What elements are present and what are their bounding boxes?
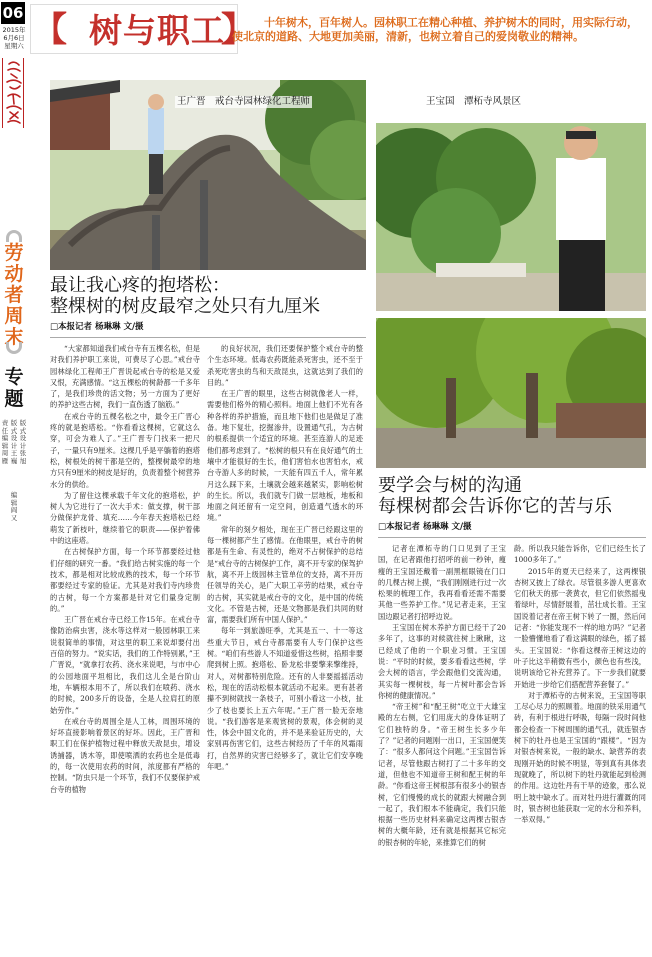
masthead-calligraphy-icon — [3, 58, 25, 128]
story1-headline-line1: 最让我心疼的抱塔松： — [50, 275, 230, 296]
story1-caption: 王广晋 戒台寺园林绿化工程师 — [177, 96, 311, 107]
credit-1: 责任编辑 周雁 — [1, 419, 9, 465]
header-intro: 十年树木，百年树人。园林职工在精心种植、养护树木的同时，用实际行动，使北京的道路、大地更加美丽，清新，也树立着自己的爱岗敬业的精神。 — [232, 16, 638, 43]
story1-headline-line2: 整棵树的树皮最窄之处只有九厘米 — [50, 296, 320, 317]
story2-headline-line1: 要学会与树的沟通 — [378, 475, 522, 496]
page-number: 06 — [2, 4, 24, 22]
story1-divider — [50, 337, 366, 338]
page-side-strip — [0, 0, 28, 957]
story2-byline: □本报记者 杨琳琳 文/摄 — [378, 522, 472, 532]
story1-column-1: “大家都知道我们戒台寺有五棵名松，但是对我们养护职工来说，可费尽了心思。”戒台寺园林绿化工程师王广晋说起戒台寺的松是又爱又恨，充满感情。“这五棵松的树龄都一千多年了，是我们珍贵的活文物；另一方面为了更好的养护这些古树，我们一直伤透了脑筋。” 在戒台寺的五棵名松之中，最令王广晋心疼的就是抱塔松。“你看看这棵树，它就这么穿，可会为难人了。”王广晋专门找来一把尺子，一量只有9厘米。这棵几乎是平躺着的抱塔松，树根处的树干都是空的，整棵树最窄的地方只有9厘米的树皮是好的，负责着整个树营养水分的供给。 为了留住这棵承载千年文化的抱塔松，护树人为它进行了一次大手术：做支撑，树干部分做保护龙骨、填充……今年春天抱塔松已经萌发了新枝叶，继续着它的职责——保护着佛中的这座塔。 在古树保护方面，每一个环节都要经过他们仔细的研究一番。“我们给古树实施的每一个技术，都是相对比较成熟的技术，每一个环节都要经过专家的验证。尤其是对我们寺内珍贵的古树，每一个方案都是针对它们量身定制的。” 王广晋在戒台寺已经工作15年。在戒台寺像防治病虫害，浇水等这样对一般园林职工来说很简单的事情，对这里的职工来说却要付出百倍的努力。“说实话，我们的工作特别累，”王广晋说，“就拿打农药、浇水来说吧，与市中心的公园地面平坦相比，我们这儿全是台阶山地，车辆根本用不了，所以我们在喷药、浇水的时候，200多斤的设备，全是人拉肩扛的原始劳作。” 在戒台寺的周围全是人工林，周围环境的好坏直接影响着景区的好坏。因此，王广晋和职工们在保护植物过程中释放天敌昆虫，增设诱捕器，诱木等，即使喷洒的农药也全是低毒的，每一次使用农药的时间，浓度都有严格的控制。“防虫只是一个环节，我们不仅要保护戒台寺的植物 — [50, 344, 200, 794]
title-bracket-right: 】 — [221, 10, 255, 50]
story1-byline: □本报记者 杨琳琳 文/摄 — [50, 322, 144, 332]
credit-2: 版式设计 王巍 — [10, 419, 18, 465]
story2-column-1: 记者在潭柘寺的门口见到了王宝国，在记者跟他打招呼的前一秒钟，瘦瘦的王宝国还戴着一副黑框眼镜在门口的几棵古树上摸，“我们刚刚进行过一次松果的梳理工作，我再看看还需不需要其他一些养护工作。”见记者走来，王宝国边跟记者打招呼边说。 王宝国在树木养护方面已经干了20多年了，这事的对候就往树上瞅瞅，这已经成了他的一个职业习惯。王宝国说：“平时的时候，要多看看这些树，学会大树的语言，学会跟他们交流沟通，其实每一棵树枝，每一片树叶都会告诉你树的健康情况。” “帝王树”和“配王树”吃立于大雄宝殿的左右侧，它们用庞大的身体证明了它们独特的身。“帝王树生长多少年了？”记者的问题刚一出口，王宝国便笑了：“很多人都问这个问题。”王宝国告诉记者，尽管他跟古树打了二十多年的交道，但他也不知道帝王树和配王树的年龄。“你看这帝王树根部有很多小的银杏树，它们慢慢的成长的就跟大树融合到一起了，我们根本不能确定，我们只能根据一些历史材料来确定这两棵古银杏树的大概年龄，还有就是根据其它标完的银杏树的年轮，来推算它们的树 — [378, 544, 506, 847]
pine-tree-photo-icon — [50, 80, 366, 270]
masthead-logo — [2, 58, 24, 128]
page-date: 2015年 6月6日 星期六 — [2, 26, 26, 50]
column-bracket-top — [6, 230, 22, 242]
temple-ginkgo-photo-icon — [376, 318, 646, 468]
header-title-box — [30, 4, 255, 54]
story1-photo — [50, 80, 366, 270]
story2-photo-bottom — [376, 318, 646, 468]
column-bracket-bottom — [6, 342, 22, 354]
story2-caption: 王宝国 潭柘寺风景区 — [426, 96, 522, 107]
section-name: 专题 — [4, 366, 24, 410]
column-name: 劳动者周末 — [4, 242, 24, 348]
story1-column-2: 的良好状况，我们还要保护整个戒台寺的整个生态环境。低毒农药既能杀死害虫，还不至于杀死吃害虫的鸟和天敌昆虫，这就达到了我们的目的。” 在王广晋的眼里，这些古树就像老人一样，需要他们格外的精心照料。地面上他们不光有各种各样的养护措施，而且地下他们也是做足了准备。地下复壮，挖掘渗井，设置通气孔，为古树的根系提供一个适宜的环境。甚至连游人的足迹他们都考虑到了。“松树的根只有在良好通气的土壤中才能很好的生长，他们害怕水也害怕水，戒台寺游人多的时候，一天能有四五千人，常年累月这么踩下来，土壤就会越来越紧实，影响松树的生长。所以，我们就专门做一层地板，地板和地面之间还留有一定空间，创造通气透水的环境。” 常年的刻夕相处，现在王广晋已经跟这里的每一棵树都产生了感情。在他眼里，戒台寺的树都是有生命、有灵性的，绝对不占树保护的总结是“戒台寺的古树保护工作，离不开专家的保驾护航，离不开上级园林主管单位的支持，离不开历任领导的关心，是广大职工辛劳的结果，戒台寺的古树，其实就是戒台寺的文化，是中国的传统文化。不管是古树，还是文物都是我们共同的财富，需要我们所有中国人保护。” 每年一到旅游旺季，尤其是五一、十一等这些重大节日，戒台寺都需要有人专门保护这些树。“咱们有些游人不知道爱惜这些树，掐照非要爬到树上照。抱塔松、卧龙松非要擎来擎维持，对人，对树都特别危险。还有的人非要摇摇活动松，现在的活动松根本就活动不起来。更有甚者攥不到树就找一条枝子，可别小看这一小枝，扯少了枝也要长上五六年呢。”王广晋一脸无奈地说。“我们游客是来观赏树的景观，体会树的灵性，体会中国文化的，并不是来验证历史的，大家别再伤害它们，这些古树经历了千年的风霜雨打，自然界的灾害已经够多了，就让它们安享晚年吧。” — [207, 344, 363, 771]
page-title: 树与职工 — [89, 11, 225, 50]
story2-photo-top — [376, 123, 646, 311]
credit-3: 版式设计 张旭 — [19, 419, 27, 465]
story2-column-2: 龄。所以我只能告诉你，它们已经生长了1000多年了。” 2015年的夏天已经来了，这两棵银杏树又披上了绿衣。尽管很多游人更喜欢它们秋天的那一袭黄衣，但它们依然摇曳着绿叶，尽情舒展着，茁壮成长着。王宝国说着记者在帝王树下转了一圈，然后问记者：“你能发现不一样的地方吗？”记者一脸懵懂地看了看这满眼的绿色，摇了摇头。王宝国说：“你看这棵帝王树这边的叶子比这半稍微有些小，颜色也有些浅，说明该给它补充营养了。下一步我们就要开始进一步给它们搭配营养套餐了。” 对于潭柘寺的古树来说，王宝国等职工尽心尽力的照顾着。地面的铁采用通气砖，有利于根进行呼吸，每隔一段时间他都会检查一下树周围的通气孔，就连银杏树下的牡丹也是王宝国的“跟楼”。“因为对银杏树来说，一般的缺水、缺营养的表现刚开始的时候不明显，等到真有具体表现就晚了，所以树下的牡丹就能起到检测的作用。这边牡丹有干旱的迹象，那么说明上坡中缺水了。而对牡丹进行灌溉的同时，银杏树也能获取一定的水分和养料，一举双得。” — [514, 544, 646, 825]
ginkgo-garden-photo-icon — [376, 123, 646, 311]
title-bracket-left: 【 — [33, 10, 67, 50]
story2-headline-line2: 每棵树都会告诉你它的苦与乐 — [378, 496, 612, 517]
credit-editor: 编辑 阎又 — [10, 491, 18, 522]
story2-divider — [378, 537, 646, 538]
